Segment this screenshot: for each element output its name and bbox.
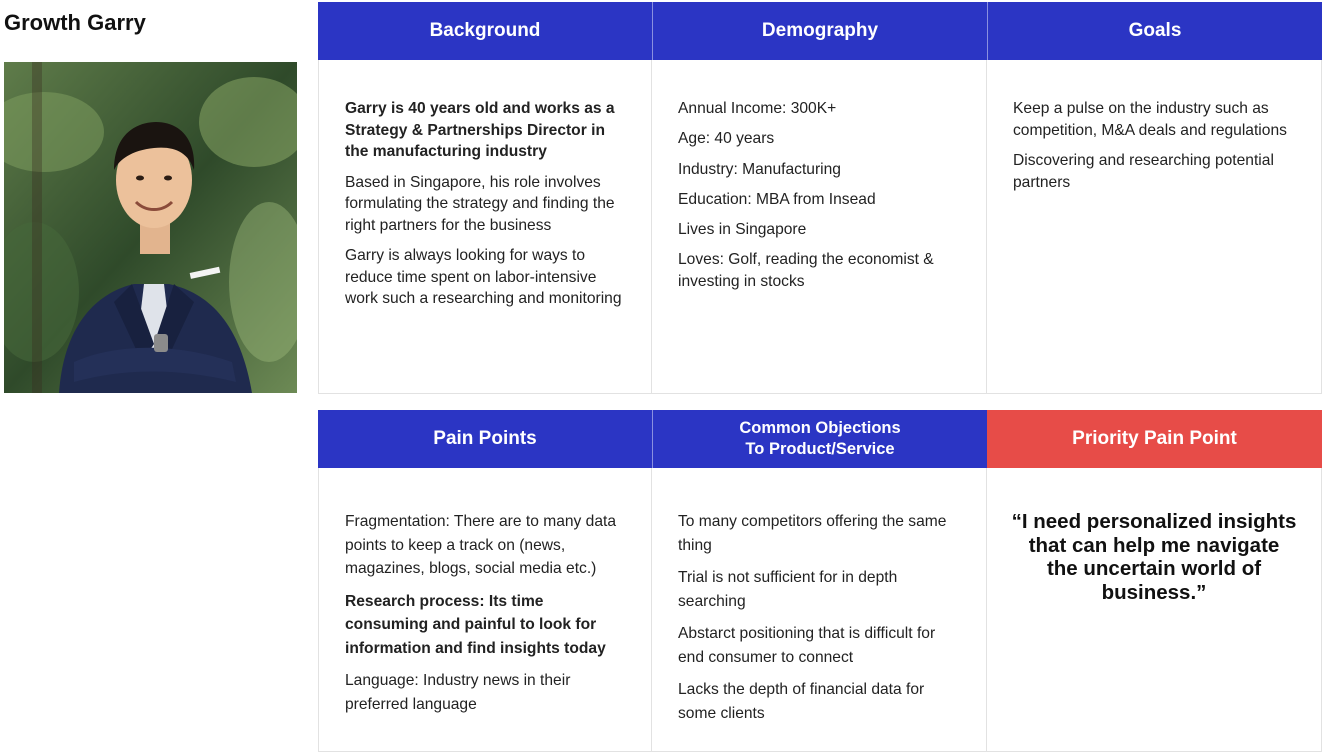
goals-item: Keep a pulse on the industry such as competition, M&A deals and regulations [1013,100,1287,139]
goals-header: Goals [987,2,1322,60]
objections-title-line: To Product/Service [745,440,895,458]
demography-item: Education: MBA from Insead [678,190,876,208]
objection-item: Trial is not sufficient for in depth searching [678,569,898,610]
background-item: Garry is 40 years old and works as a Strategy & Partnerships Director in the manufacturing industry [345,100,615,160]
persona-photo [4,62,297,393]
demography-item: Lives in Singapore [678,221,807,239]
persona-bottom-row [318,410,1322,752]
objections-header [652,410,987,468]
background-panel [318,60,652,394]
background-item: Garry is always looking for ways to reduce time spent on labor-intensive work such a researching and monitoring [345,247,622,307]
persona-name: Growth Garry [4,10,146,35]
demography-item: Industry: Manufacturing [678,160,841,178]
pain-points-header: Pain Points [318,410,652,468]
demography-item: Age: 40 years [678,130,775,148]
goals-panel [987,60,1322,394]
objection-item: Abstarct positioning that is difficult for end consumer to connect [678,625,936,666]
background-header: Background [318,2,652,60]
demography-item: Loves: Golf, reading the economist & investing in stocks [678,251,934,290]
objections-title-line: Common Objections [739,419,901,437]
pain-points-panel [318,468,652,752]
pain-point-item: Language: Industry news in their preferred language [345,672,571,713]
persona-top-row [318,2,1322,394]
objections-panel [652,468,987,752]
priority-header: Priority Pain Point [987,410,1322,468]
goals-item: Discovering and researching potential partners [1013,152,1274,191]
demography-item: Annual Income: 300K+ [678,100,837,117]
demography-panel [652,60,987,394]
background-item: Based in Singapore, his role involves formulating the strategy and finding the right partners for the business [345,173,615,234]
pain-point-item: Research process: Its time consuming and painful to look for information and find insights today [345,592,606,657]
objection-item: Lacks the depth of financial data for some clients [678,681,925,722]
demography-header: Demography [652,2,987,60]
priority-quote: “I need personalized insights that can help me navigate the uncertain world of business.” [987,468,1322,752]
pain-point-item: Fragmentation: There are to many data points to keep a track on (news, magazines, blogs, social media etc.) [345,513,617,577]
objection-item: To many competitors offering the same thing [678,513,947,554]
